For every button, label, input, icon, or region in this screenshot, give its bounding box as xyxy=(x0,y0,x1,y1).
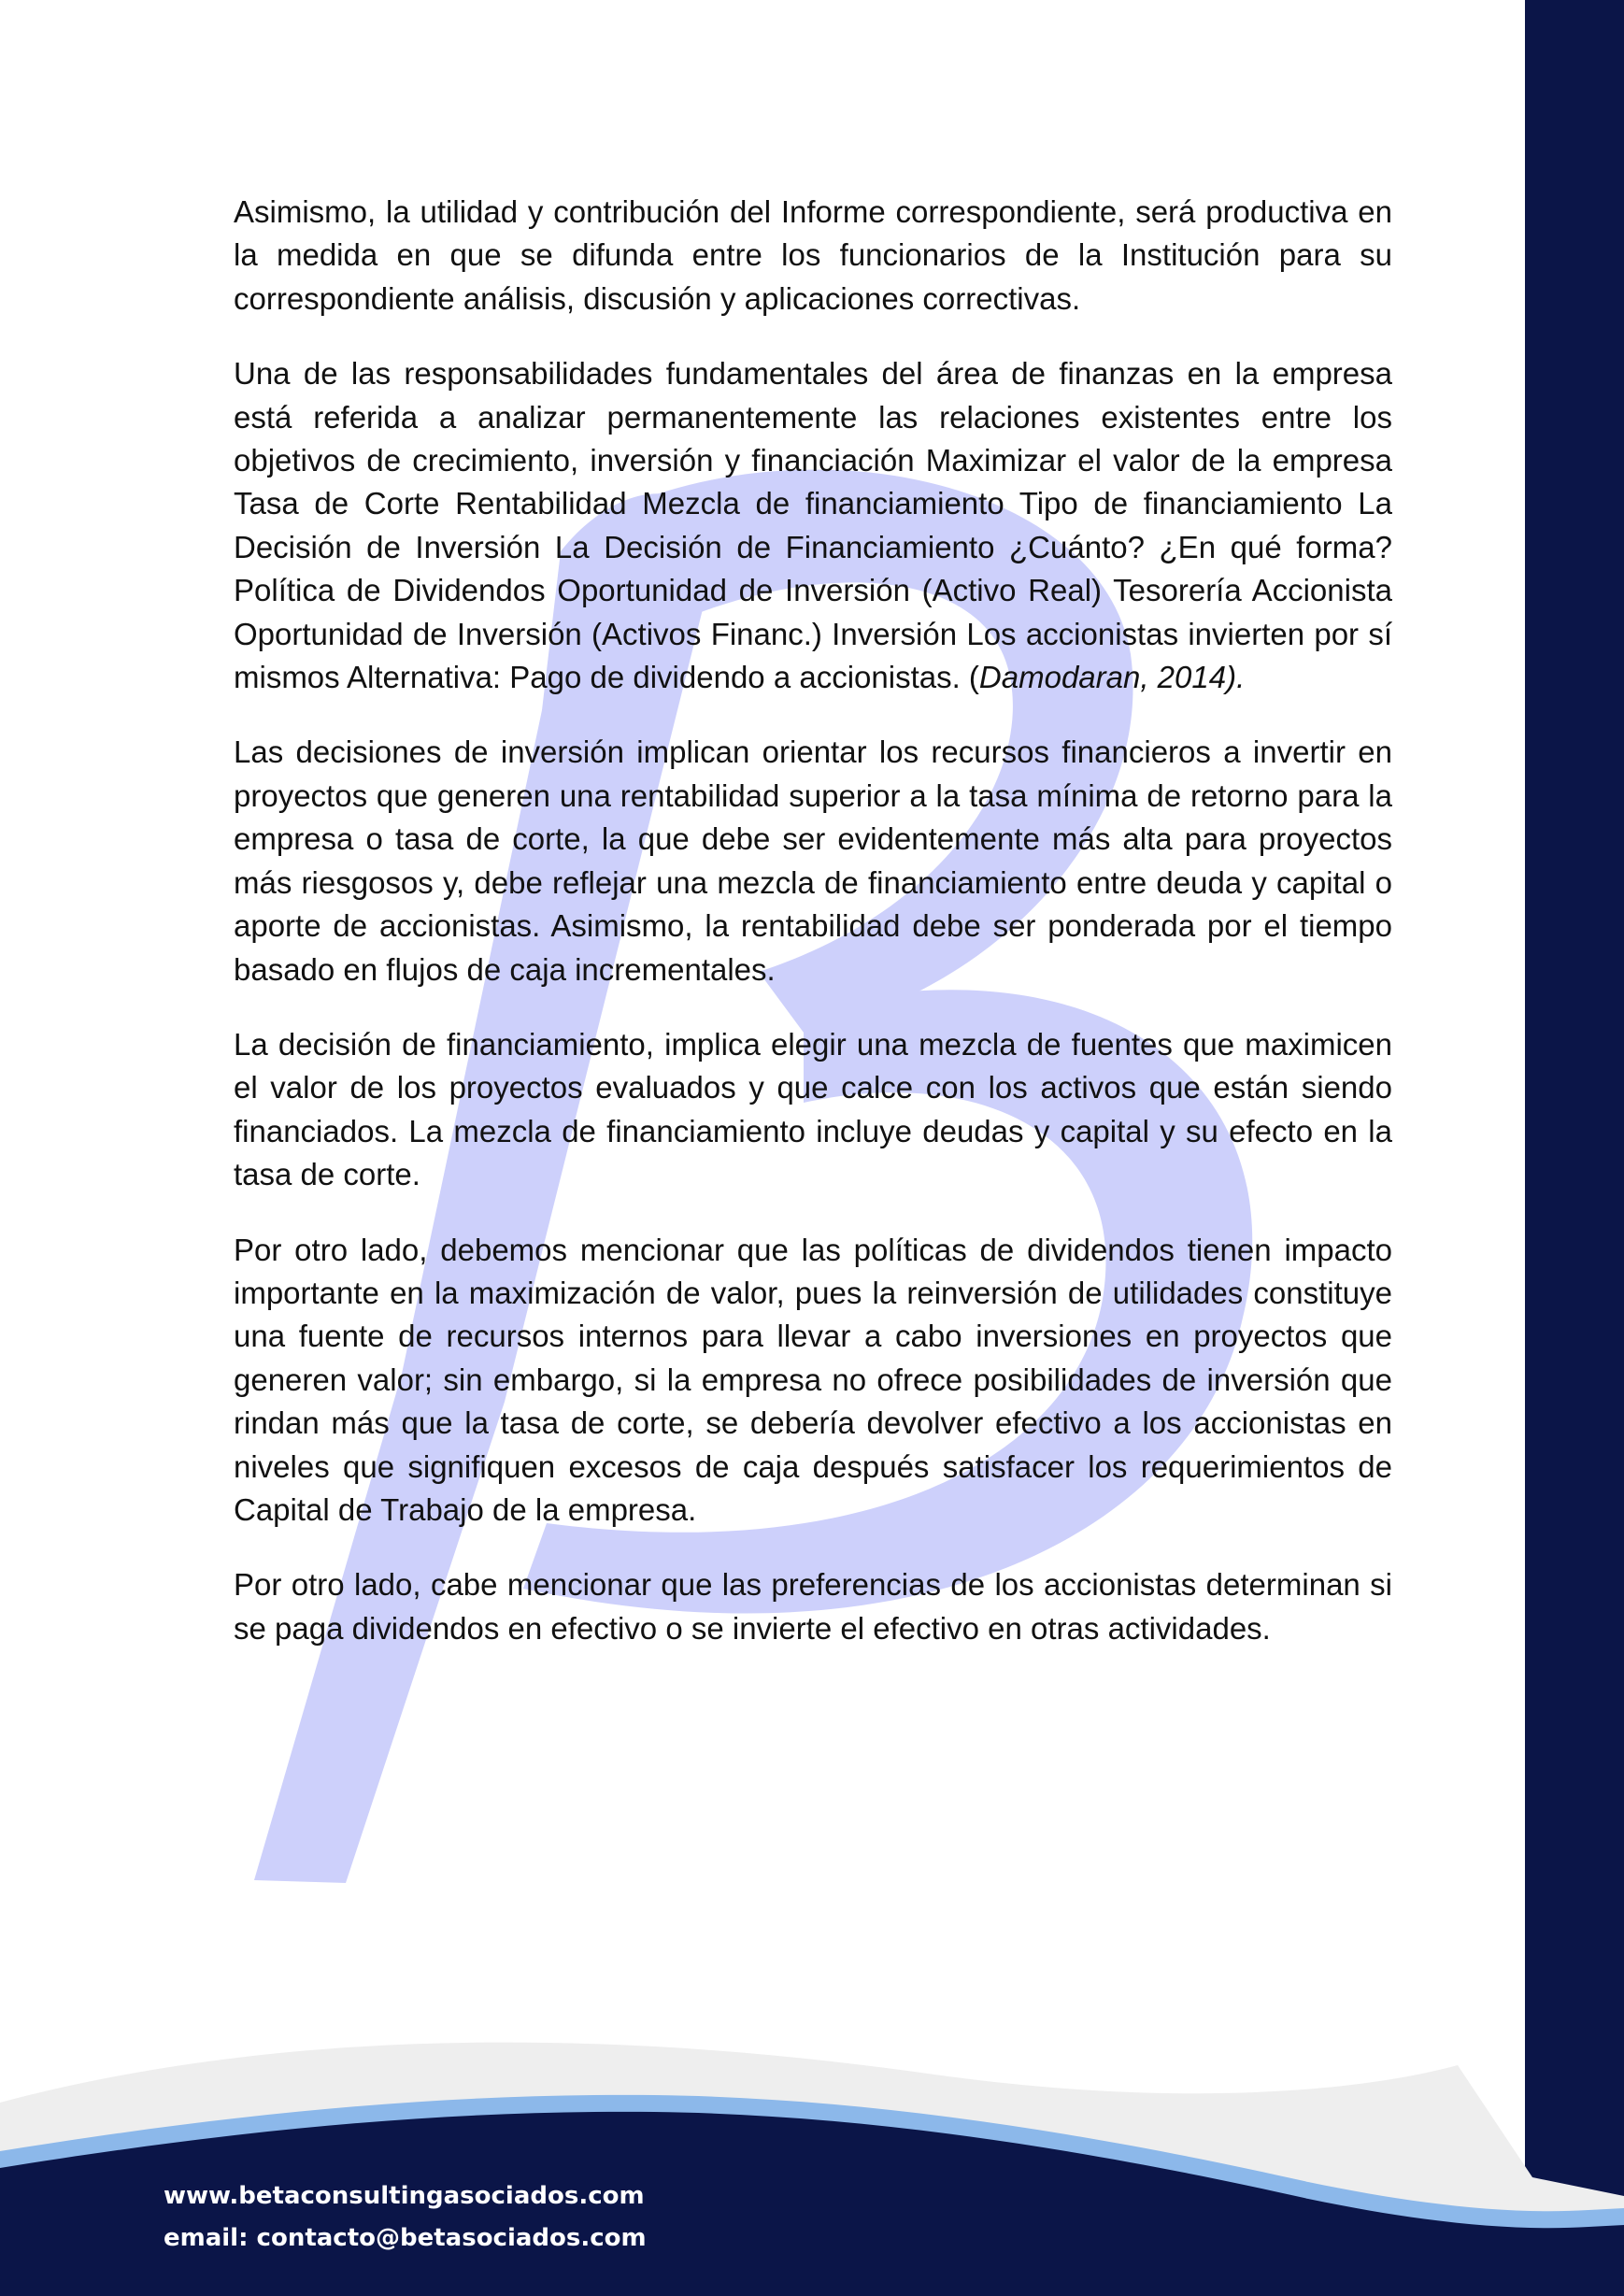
paragraph: Por otro lado, cabe mencionar que las preferencias de los accionistas determinan si se paga dividendos en efectivo o se invierte el efectivo en otras actividades. xyxy=(234,1567,1392,1646)
right-sidebar-band xyxy=(1525,0,1624,2296)
paragraph: La decisión de financiamiento, implica elegir una mezcla de fuentes que maximicen el valor de los proyectos evaluados y que calce con los activos que están siendo financiados. La mezcla de financiamiento incluye deudas y capital y su efecto en la tasa de corte. xyxy=(234,1026,1392,1192)
paragraph: Asimismo, la utilidad y contribución del Informe correspondiente, será productiva en la medida en que se difunda entre los funcionarios de la Institución para su correspondiente análisis, discusión y aplicaciones correctivas. xyxy=(234,194,1392,316)
citation: Damodaran, 2014). xyxy=(978,660,1246,695)
paragraph: Las decisiones de inversión implican orientar los recursos financieros a invertir en proyectos que generen una rentabilidad superior a la tasa mínima de retorno para la empresa o tasa de corte, la que debe ser evidentemente más alta para proyectos más riesgosos y, debe reflejar una mezcla de financiamiento entre deuda y capital o aporte de accionistas. Asimismo, la rentabilidad debe ser ponderada por el tiempo basado en flujos de caja incrementales. xyxy=(234,734,1392,987)
paragraph-text: Una de las responsabilidades fundamentales del área de finanzas en la empresa está referida a analizar permanentemente las relaciones existentes entre los objetivos de crecimiento, inversión y financiación Maximizar el valor de la empresa Tasa de Corte Rentabilidad Mezcla de financiamiento Tipo de financiamiento La Decisión de Inversión La Decisión de Financiamiento ¿Cuánto? ¿En qué forma? Política de Dividendos Oportunidad de Inversión (Activo Real) Tesorería Accionista Oportunidad de Inversión (Activos Financ.) Inversión Los accionistas invierten por sí mismos Alternativa: Pago de dividendo a accionistas. ( xyxy=(234,356,1392,695)
footer-email[interactable]: email: contacto@betasociados.com xyxy=(164,2224,647,2252)
paragraph: Por otro lado, debemos mencionar que las políticas de dividendos tienen impacto importante en la maximización de valor, pues la reinversión de utilidades constituye una fuente de recursos internos para llevar a cabo inversiones en proyectos que generen valor; sin embargo, si la empresa no ofrece posibilidades de inversión que rindan más que la tasa de corte, se debería devolver efectivo a los accionistas en niveles que signifiquen excesos de caja después satisfacer los requerimientos de Capital de Trabajo de la empresa. xyxy=(234,1232,1392,1527)
paragraph xyxy=(234,352,1392,699)
footer-contact xyxy=(164,2175,647,2260)
footer-website[interactable]: www.betaconsultingasociados.com xyxy=(164,2182,645,2210)
document-body xyxy=(234,191,1392,1682)
